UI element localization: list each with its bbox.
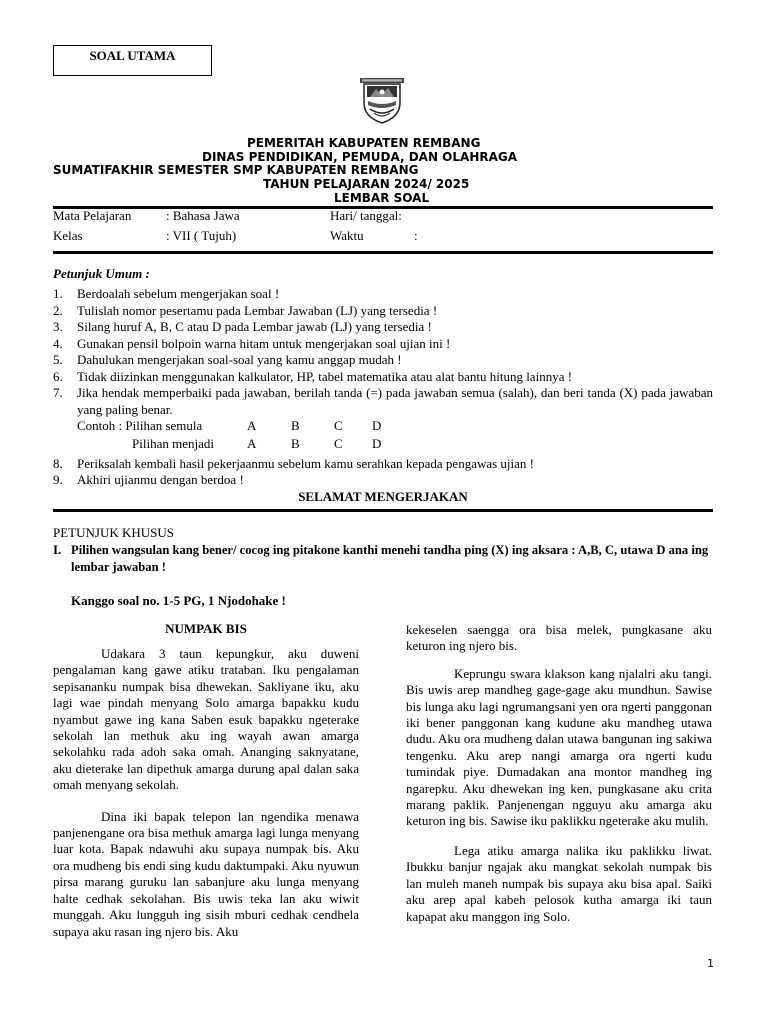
info-mapel-value: : Bahasa Jawa bbox=[166, 208, 240, 223]
header-line-5: LEMBAR SOAL bbox=[334, 191, 430, 205]
contoh-label: Contoh : Pilihan semula bbox=[77, 418, 203, 433]
header-line-2: DINAS PENDIDIKAN, PEMUDA, DAN OLAHRAGA bbox=[202, 150, 518, 164]
coat-of-arms-icon bbox=[356, 77, 408, 125]
info-hari-label: Hari/ tanggal: bbox=[330, 208, 402, 223]
contoh-option-c: C bbox=[334, 418, 343, 433]
menjadi-option-c: C bbox=[334, 436, 343, 451]
menjadi-option-d: D bbox=[372, 436, 382, 451]
story-paragraph-1: Udakara 3 taun kepungkur, aku duweni pengalaman kang gawe atiku trataban. Iku pengalaman sepisananku numpak bisa dhewekan. Sakliyane iku, aku lagi wae pindah menyang Solo amarga bapakku kudu nyambut gawe ing kana Saben esuk bapakku ngeterake sekolah lan methuk aku ing wayah awan amarga sekolahku rada adoh saka omah. Ananging saknyatane, aku dieterake lan dipethuk amarga durung apal dalan saka omah menyang sekolah. bbox=[53, 646, 359, 793]
contoh-option-d: D bbox=[372, 418, 382, 433]
petunjuk-khusus-heading: PETUNJUK KHUSUS bbox=[53, 525, 174, 540]
story-title: NUMPAK BIS bbox=[165, 621, 247, 636]
pilihan-menjadi-label: Pilihan menjadi bbox=[132, 436, 214, 451]
kanggo-soal: Kanggo soal no. 1-5 PG, 1 Njodohake ! bbox=[71, 593, 286, 608]
header-line-1: PEMERITAH KABUPATEN REMBANG bbox=[247, 136, 481, 150]
kabupaten-logo bbox=[356, 77, 408, 125]
info-kelas-value: : VII ( Tujuh) bbox=[166, 228, 237, 243]
petunjuk-umum-heading: Petunjuk Umum : bbox=[53, 266, 150, 281]
story-paragraph-3: kekeselen saengga ora bisa melek, pungkasane aku keturon ing njero bis. bbox=[406, 622, 712, 654]
petunjuk-khusus-num: I. bbox=[53, 542, 62, 557]
story-left-column bbox=[53, 646, 359, 940]
title-box bbox=[53, 45, 212, 76]
section-divider bbox=[53, 509, 713, 512]
info-waktu-value: : bbox=[414, 228, 418, 243]
title-box-label: SOAL UTAMA bbox=[89, 48, 176, 63]
contoh-option-b: B bbox=[291, 418, 300, 433]
info-divider bbox=[53, 251, 713, 254]
menjadi-option-b: B bbox=[291, 436, 300, 451]
story-paragraph-2: Dina iki bapak telepon lan ngendika menawa panjenengane ora bisa methuk amarga lagi lunga menyang luar kota. Bapak ndawuhi aku supaya numpak bis. Aku ora mudheng bis endi sing kudu daktumpaki. Aku nyuwun pirsa marang guruku lan sabanjure aku lunga menyang halte cedhak sekolahan. Bis uwis teka lan aku wiwit munggah. Aku lungguh ing sisih mburi cedhak cendhela supaya aku rasan ing njero bis. Aku bbox=[53, 808, 359, 939]
info-waktu-label: Waktu bbox=[330, 228, 364, 243]
info-kelas-label: Kelas bbox=[53, 228, 83, 243]
info-mapel-label: Mata Pelajaran bbox=[53, 208, 132, 223]
story-paragraph-4: Keprungu swara klakson kang njalalri aku tangi. Bis uwis arep mandheg gage-gage aku mundhun. Sawise bis lunga aku lagi ngrumangsani yen ora ngerti panggonan iki bener panggonan kang kudune aku mandheg utawa dudu. Aku ora mudheng dalan utawa bangunan ing sakiwa tengenku. Aku arep nangi amarga ora ngerti kudu tumindak piye. Dumadakan ana montor mandheg ing ngarepku. Aku dhewekan ing ken, pungkasane aku crita marang paklik. Panjenengan ngguyu aku amarga aku keturon ing bis. Sawise iku paklikku ngeterake aku mulih. bbox=[406, 665, 712, 829]
story-paragraph-5: Lega atiku amarga nalika iku paklikku liwat. Ibukku banjur ngajak aku mangkat sekolah numpak bis lan muleh maneh numpak bis supaya aku bisa apal. Saiki aku arep apal kabeh pelosok kutha amarga iki taun kapapat aku manggon ing Solo. bbox=[406, 842, 712, 924]
menjadi-option-a: A bbox=[247, 436, 257, 451]
header-line-3: SUMATIFAKHIR SEMESTER SMP KABUPATEN REMBANG bbox=[53, 163, 419, 177]
selamat-mengerjakan: SELAMAT MENGERJAKAN bbox=[298, 489, 468, 504]
page-number: 1 bbox=[707, 957, 714, 970]
petunjuk-khusus-instruction: Pilihen wangsulan kang bener/ cocog ing pitakone kanthi menehi tandha ping (X) ing aksara : A,B, C, utawa D ana ing lembar jawaban ! bbox=[71, 543, 709, 574]
story-right-column bbox=[406, 622, 712, 925]
contoh-option-a: A bbox=[247, 418, 257, 433]
header-line-4: TAHUN PELAJARAN 2024/ 2025 bbox=[263, 177, 470, 191]
